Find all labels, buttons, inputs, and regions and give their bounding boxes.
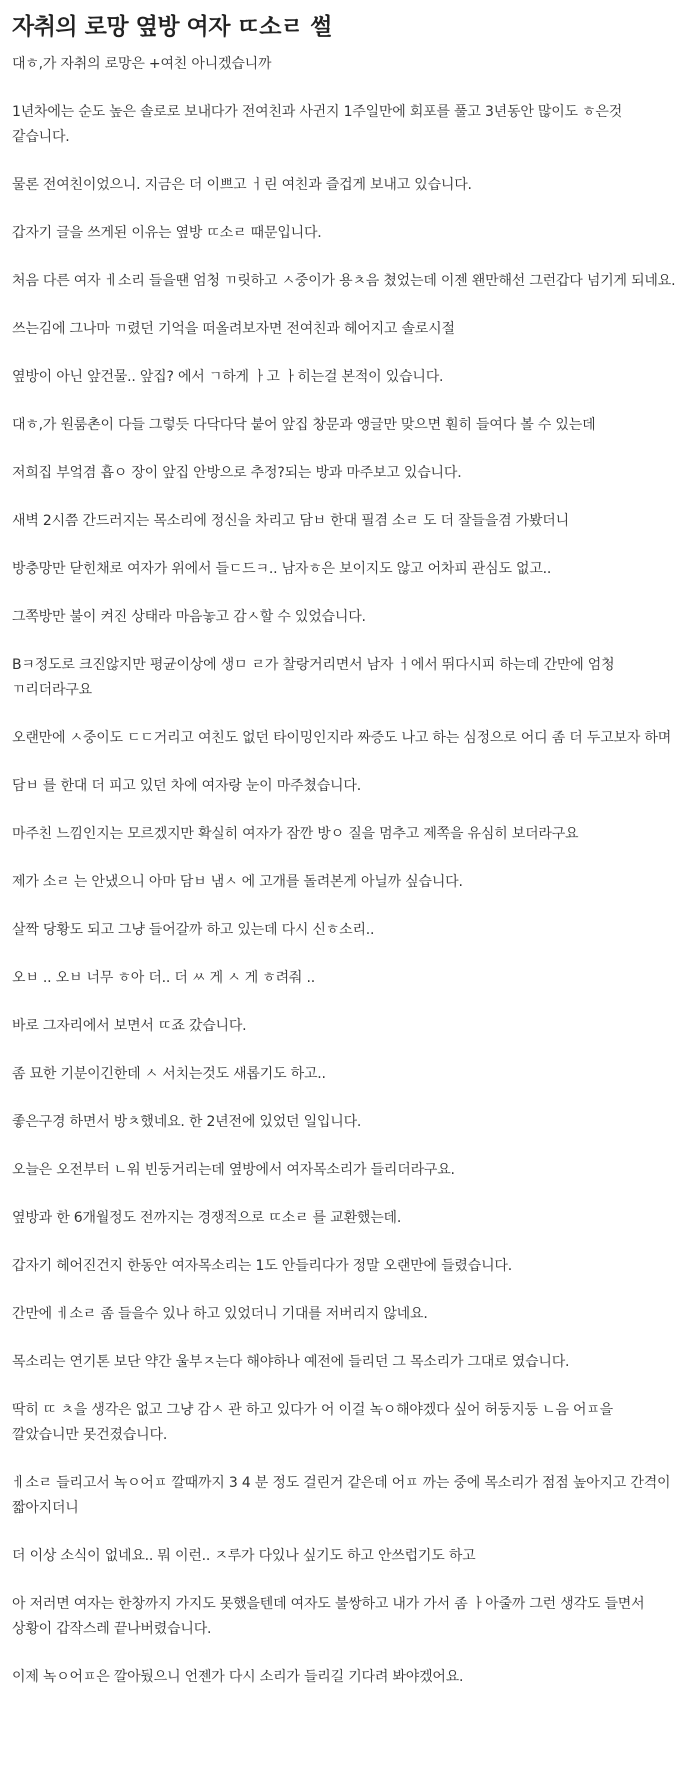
paragraph-3: 물론 전여친이었으니. 지금은 더 이쁘고 ㅓ린 여친과 즐겁게 보내고 있습니다. bbox=[12, 177, 472, 193]
paragraph-24: 옆방과 한 6개월정도 전까지는 경쟁적으로 ㄸ소ㄹ 를 교환했는데. bbox=[12, 1210, 402, 1226]
paragraph-23: 오늘은 오전부터 ㄴ워 빈둥거리는데 옆방에서 여자목소리가 들리더라구요. bbox=[12, 1162, 455, 1178]
post-title: 자취의 로망 옆방 여자 ㄸ소ㄹ 썰 bbox=[12, 14, 332, 40]
paragraph-17: 제가 소ㄹ 는 안냈으니 아마 담ㅂ 냄ㅅ 에 고개를 돌려본게 아닐까 싶습니다. bbox=[12, 874, 463, 890]
paragraph-29: ㅔ소ㄹ 들리고서 녹ㅇ어ㅍ 깔때까지 3 4 분 정도 걸린거 같은데 어ㅍ 까는 중에 목소리가 점점 높아지고 간격이 짧아지더니 bbox=[12, 1475, 671, 1516]
paragraph-2: 1년차에는 순도 높은 솔로로 보내다가 전여친과 사귄지 1주일만에 회포를 풀고 3년동안 많이도 ㅎ은것 같습니다. bbox=[12, 104, 623, 145]
paragraph-9: 저희집 부엌겸 흡ㅇ 장이 앞집 안방으로 추정?되는 방과 마주보고 있습니다. bbox=[12, 465, 462, 481]
paragraph-15: 담ㅂ 를 한대 더 피고 있던 차에 여자랑 눈이 마주쳤습니다. bbox=[12, 778, 361, 794]
paragraph-12: 그쪽방만 불이 켜진 상태라 마음놓고 감ㅅ할 수 있었습니다. bbox=[12, 609, 366, 625]
paragraph-25: 갑자기 헤어진건지 한동안 여자목소리는 1도 안들리다가 정말 오랜만에 들렸습니다. bbox=[12, 1258, 512, 1274]
paragraph-28: 딱히 ㄸ ㅊ을 생각은 없고 그냥 감ㅅ 관 하고 있다가 어 이걸 녹ㅇ해야겠다 싶어 허둥지둥 ㄴ음 어ㅍ을 깔았습니만 못건졌습니다. bbox=[12, 1402, 613, 1443]
paragraph-5: 처음 다른 여자 ㅔ소리 들을땐 엄청 ㄲ릿하고 ㅅ중이가 용ㅊ음 쳤었는데 이젠 왠만해선 그런갑다 넘기게 되네요. bbox=[12, 273, 676, 289]
paragraph-1: 대ㅎ,가 자취의 로망은 +여친 아니겠습니까 bbox=[12, 56, 272, 72]
paragraph-20: 바로 그자리에서 보면서 ㄸ죠 갔습니다. bbox=[12, 1018, 247, 1034]
paragraph-13: Bㅋ정도로 크진않지만 평균이상에 생ㅁ ㄹ가 찰랑거리면서 남자 ㅓ에서 뛰다시피 하는데 간만에 엄청 ㄲ리더라구요 bbox=[12, 657, 615, 698]
paragraph-27: 목소리는 연기톤 보단 약간 울부ㅈ는다 해야하나 예전에 들리던 그 목소리가 그대로 였습니다. bbox=[12, 1354, 570, 1370]
paragraph-32: 이제 녹ㅇ어ㅍ은 깔아뒀으니 언젠가 다시 소리가 들리길 기다려 봐야겠어요. bbox=[12, 1669, 464, 1685]
paragraph-10: 새벽 2시쯤 간드러지는 목소리에 정신을 차리고 담ㅂ 한대 필겸 소ㄹ 도 더 잘들을겸 가봤더니 bbox=[12, 513, 569, 529]
paragraph-31: 아 저러면 여자는 한창까지 가지도 못했을텐데 여자도 불쌍하고 내가 가서 좀 ㅏ아줄까 그런 생각도 들면서 상황이 갑작스레 끝나버렸습니다. bbox=[12, 1596, 645, 1637]
paragraph-7: 옆방이 아닌 앞건물.. 앞집? 에서 ㄱ하게 ㅏ고 ㅏ히는걸 본적이 있습니다. bbox=[12, 369, 444, 385]
paragraph-16: 마주친 느낌인지는 모르겠지만 확실히 여자가 잠깐 방ㅇ 질을 멈추고 제쪽을 유심히 보더라구요 bbox=[12, 826, 579, 842]
paragraph-14: 오랜만에 ㅅ중이도 ㄷㄷ거리고 여친도 없던 타이밍인지라 짜증도 나고 하는 심정으로 어디 좀 더 두고보자 하며 bbox=[12, 730, 672, 746]
paragraph-8: 대ㅎ,가 원룸촌이 다들 그렇듯 다닥다닥 붙어 앞집 창문과 앵글만 맞으면 훤히 들여다 볼 수 있는데 bbox=[12, 417, 596, 433]
paragraph-4: 갑자기 글을 쓰게된 이유는 옆방 ㄸ소ㄹ 때문입니다. bbox=[12, 225, 322, 241]
paragraph-6: 쓰는김에 그나마 ㄲ렸던 기억을 떠올려보자면 전여친과 헤어지고 솔로시절 bbox=[12, 321, 455, 337]
paragraph-18: 살짝 당황도 되고 그냥 들어갈까 하고 있는데 다시 신ㅎ소리.. bbox=[12, 922, 375, 938]
paragraph-22: 좋은구경 하면서 방ㅊ했네요. 한 2년전에 있었던 일입니다. bbox=[12, 1114, 362, 1130]
paragraph-30: 더 이상 소식이 없네요.. 뭐 이런.. ㅈ루가 다있나 싶기도 하고 안쓰럽기도 하고 bbox=[12, 1548, 476, 1564]
paragraph-21: 좀 묘한 기분이긴한데 ㅅ 서치는것도 새롭기도 하고.. bbox=[12, 1066, 326, 1082]
paragraph-11: 방충망만 닫힌채로 여자가 위에서 들ㄷ드ㅋ.. 남자ㅎ은 보이지도 않고 어차피 관심도 없고.. bbox=[12, 561, 552, 577]
post-body bbox=[12, 52, 682, 1690]
paragraph-19: 오ㅂ .. 오ㅂ 너무 ㅎ아 더.. 더 ㅆ 게 ㅅ 게 ㅎ려줘 .. bbox=[12, 970, 316, 986]
paragraph-26: 간만에 ㅔ소ㄹ 좀 들을수 있나 하고 있었더니 기대를 저버리지 않네요. bbox=[12, 1306, 428, 1322]
